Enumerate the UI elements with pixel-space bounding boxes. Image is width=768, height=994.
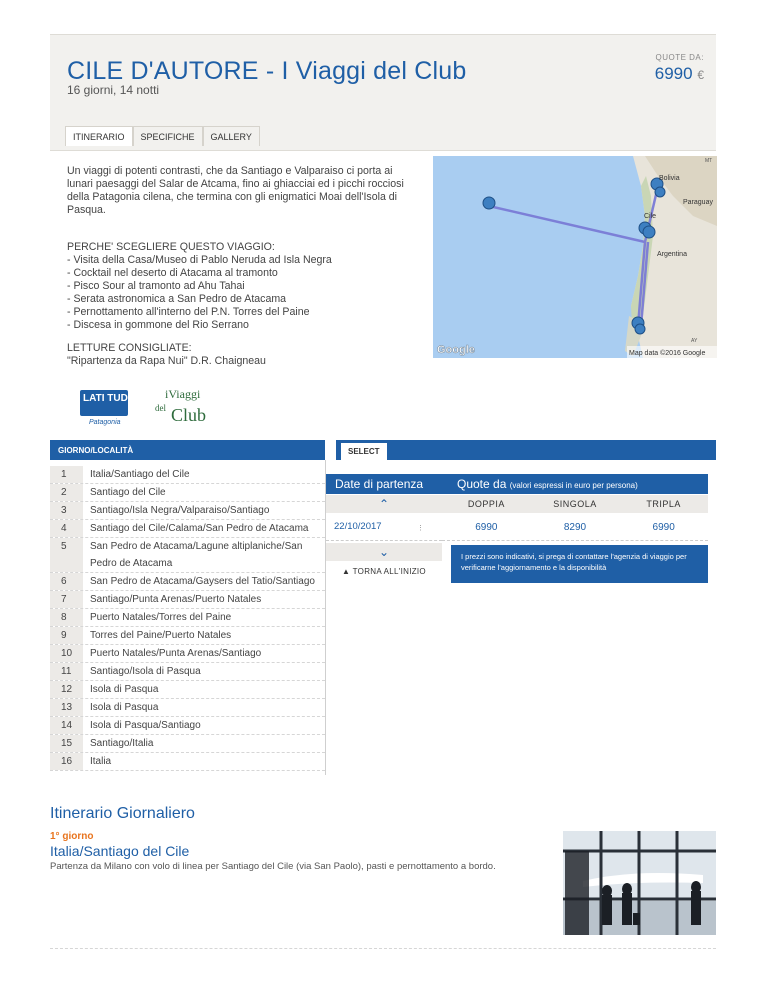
map-attribution: Map data ©2016 Google bbox=[629, 350, 706, 357]
day-location: Santiago/Isola di Pasqua bbox=[90, 666, 201, 677]
day-number: 12 bbox=[50, 681, 83, 698]
day-number: 5 bbox=[50, 538, 83, 572]
col-singola: SINGOLA bbox=[553, 499, 597, 509]
col-tripla: TRIPLA bbox=[646, 499, 681, 509]
day-location: Puerto Natales/Torres del Paine bbox=[90, 612, 232, 623]
reading-title: LETTURE CONSIGLIATE: bbox=[67, 342, 192, 354]
quotes-header bbox=[442, 474, 708, 494]
day-row[interactable] bbox=[50, 663, 325, 681]
day-location: Torres del Paine/Puerto Natales bbox=[90, 630, 232, 641]
latitud-logo-text: LATI TUD bbox=[83, 393, 128, 404]
day-number: 11 bbox=[50, 663, 83, 680]
day-location: Italia/Santiago del Cile bbox=[90, 469, 190, 480]
viaggi-club-logo bbox=[155, 387, 206, 425]
day-number: 13 bbox=[50, 699, 83, 716]
tab-itinerario[interactable]: ITINERARIO bbox=[65, 126, 133, 146]
day-title: Italia/Santiago del Cile bbox=[50, 843, 190, 859]
airport-photo bbox=[563, 831, 716, 935]
triangle-up-icon: ▲ bbox=[342, 567, 351, 576]
logos-graphic bbox=[75, 383, 225, 428]
day-location: Isola di Pasqua bbox=[90, 702, 159, 713]
day-row[interactable] bbox=[50, 645, 325, 663]
price-value bbox=[655, 64, 704, 84]
day-number: 1 bbox=[50, 466, 83, 483]
page-title: CILE D'AUTORE - I Viaggi del Club bbox=[67, 57, 467, 85]
price-notice: I prezzi sono indicativi, si prega di contattare l'agenzia di viaggio per verificarne l'aggiornamento e la disponibilità bbox=[451, 545, 708, 583]
day-row[interactable] bbox=[50, 538, 325, 573]
why-section bbox=[67, 241, 412, 332]
reading-section bbox=[67, 342, 412, 368]
trip-intro bbox=[67, 165, 412, 230]
day-row[interactable] bbox=[50, 591, 325, 609]
day-row[interactable] bbox=[50, 573, 325, 591]
why-item: - Serata astronomica a San Pedro de Atacama bbox=[67, 293, 287, 305]
day-location: San Pedro de Atacama/Gaysers del Tatio/Santiago bbox=[90, 576, 315, 587]
departure-date-value: 22/10/2017 bbox=[334, 521, 382, 532]
price-amount: 6990 bbox=[654, 64, 693, 83]
why-item: - Cocktail nel deserto di Atacama al tramonto bbox=[67, 267, 278, 279]
day-number: 6 bbox=[50, 573, 83, 590]
day-row[interactable] bbox=[50, 699, 325, 717]
day-row[interactable] bbox=[50, 466, 325, 484]
info-icon: ⋮ bbox=[417, 525, 424, 532]
day-number: 7 bbox=[50, 591, 83, 608]
reading-text: "Ripartenza da Rapa Nui" D.R. Chaigneau bbox=[67, 355, 266, 367]
day-row[interactable] bbox=[50, 502, 325, 520]
price-currency: € bbox=[697, 68, 704, 82]
day-location: San Pedro de Atacama/Lagune altiplaniche/San Pedro de Atacama bbox=[90, 541, 303, 569]
content-tabs bbox=[65, 126, 260, 146]
day-number: 16 bbox=[50, 753, 83, 770]
itinerary-title: Itinerario Giornaliero bbox=[50, 805, 195, 822]
latitud-logo-sub: Patagonia bbox=[89, 419, 121, 426]
airport-photo-graphic bbox=[563, 831, 716, 935]
price-tripla: 6990 bbox=[652, 522, 675, 533]
trip-header bbox=[50, 34, 716, 151]
price-box bbox=[655, 53, 704, 84]
day-number: 2 bbox=[50, 484, 83, 501]
day-description: Partenza da Milano con volo di linea per Santiago del Cile (via San Paolo), pasti e pernottamento a bordo. bbox=[50, 861, 496, 872]
google-logo: Google bbox=[437, 344, 475, 356]
select-tab[interactable]: SELECT bbox=[341, 443, 387, 460]
day-location: Italia bbox=[90, 756, 112, 767]
map-label-bolivia: Bolivia bbox=[659, 175, 680, 182]
day-row[interactable] bbox=[50, 627, 325, 645]
route-map[interactable] bbox=[433, 156, 717, 358]
chevron-down-icon[interactable]: ⌄ bbox=[326, 543, 442, 561]
day-row[interactable] bbox=[50, 520, 325, 538]
why-title: PERCHE' SCEGLIERE QUESTO VIAGGIO: bbox=[67, 241, 275, 253]
day-number: 8 bbox=[50, 609, 83, 626]
day-location: Santiago/Italia bbox=[90, 738, 154, 749]
day-location: Puerto Natales/Punta Arenas/Santiago bbox=[90, 648, 262, 659]
day-number: 10 bbox=[50, 645, 83, 662]
why-item: - Discesa in gommone del Rio Serrano bbox=[67, 319, 249, 331]
day-row[interactable] bbox=[50, 484, 325, 502]
day-label: 1° giorno bbox=[50, 831, 94, 842]
club-logo-line2: del bbox=[155, 403, 166, 413]
day-number: 9 bbox=[50, 627, 83, 644]
why-item: - Pisco Sour al tramonto ad Ahu Tahai bbox=[67, 280, 245, 292]
latitud-logo bbox=[80, 390, 128, 426]
day-location: Isola di Pasqua bbox=[90, 684, 159, 695]
day-location: Santiago del Cile bbox=[90, 487, 166, 498]
section-divider bbox=[50, 948, 716, 949]
day-number: 14 bbox=[50, 717, 83, 734]
day-row[interactable] bbox=[50, 681, 325, 699]
day-location: Santiago del Cile/Calama/San Pedro de Atacama bbox=[90, 523, 309, 534]
select-bar bbox=[336, 440, 716, 460]
why-item: - Pernottamento all'interno del P.N. Torres del Paine bbox=[67, 306, 310, 318]
partner-logos bbox=[75, 383, 225, 428]
day-location: Isola di Pasqua/Santiago bbox=[90, 720, 201, 731]
room-type-columns bbox=[442, 495, 708, 513]
why-item: - Visita della Casa/Museo di Pablo Neruda ad Isla Negra bbox=[67, 254, 332, 266]
price-singola: 8290 bbox=[563, 522, 587, 533]
map-label-paraguay: Paraguay bbox=[683, 199, 713, 206]
map-label-argentina: Argentina bbox=[657, 251, 687, 258]
tab-specifiche[interactable]: SPECIFICHE bbox=[133, 126, 203, 146]
map-graphic bbox=[433, 156, 717, 358]
day-location: Santiago/Punta Arenas/Puerto Natales bbox=[90, 594, 262, 605]
day-number: 3 bbox=[50, 502, 83, 519]
intro-text: Un viaggi di potenti contrasti, che da Santiago e Valparaiso ci porta ai lunari paesaggi del Salar de Atcama, fino ai ghiacciai ed i picchi rocciosi della Patagonia cilena, che termina con gli enigmatici Moai dell'Isola di Pasqua. bbox=[67, 165, 404, 216]
tab-gallery[interactable]: GALLERY bbox=[203, 126, 260, 146]
col-doppia: DOPPIA bbox=[467, 499, 505, 509]
giorno-localita-header: GIORNO/LOCALITÀ bbox=[50, 440, 325, 460]
price-doppia: 6990 bbox=[475, 522, 498, 533]
day-number: 4 bbox=[50, 520, 83, 537]
day-row[interactable] bbox=[50, 609, 325, 627]
price-row bbox=[442, 514, 708, 541]
departure-date[interactable] bbox=[326, 514, 442, 541]
back-to-top-label: TORNA ALL'INIZIO bbox=[352, 567, 426, 576]
day-row[interactable] bbox=[50, 753, 325, 771]
departure-dates-header: Date di partenza bbox=[326, 474, 442, 494]
giorno-localita-list bbox=[50, 466, 325, 771]
quotes-header-note: (valori espressi in euro per persona) bbox=[509, 481, 638, 490]
club-logo-line1: iViaggi bbox=[165, 387, 201, 401]
trip-duration: 16 giorni, 14 notti bbox=[67, 83, 160, 97]
day-number: 15 bbox=[50, 735, 83, 752]
map-label-mt: MT bbox=[705, 158, 713, 164]
quotes-header-title: Quote da bbox=[457, 477, 507, 491]
back-to-top-link[interactable] bbox=[326, 567, 442, 576]
map-label-ay: AY bbox=[691, 338, 698, 344]
chevron-up-icon[interactable]: ⌃ bbox=[326, 495, 442, 513]
day-location: Santiago/Isla Negra/Valparaiso/Santiago bbox=[90, 505, 270, 516]
club-logo-line3: Club bbox=[171, 405, 207, 425]
map-label-cile: Cile bbox=[644, 213, 657, 220]
price-label: QUOTE DA: bbox=[655, 53, 704, 62]
day-row[interactable] bbox=[50, 717, 325, 735]
day-row[interactable] bbox=[50, 735, 325, 753]
